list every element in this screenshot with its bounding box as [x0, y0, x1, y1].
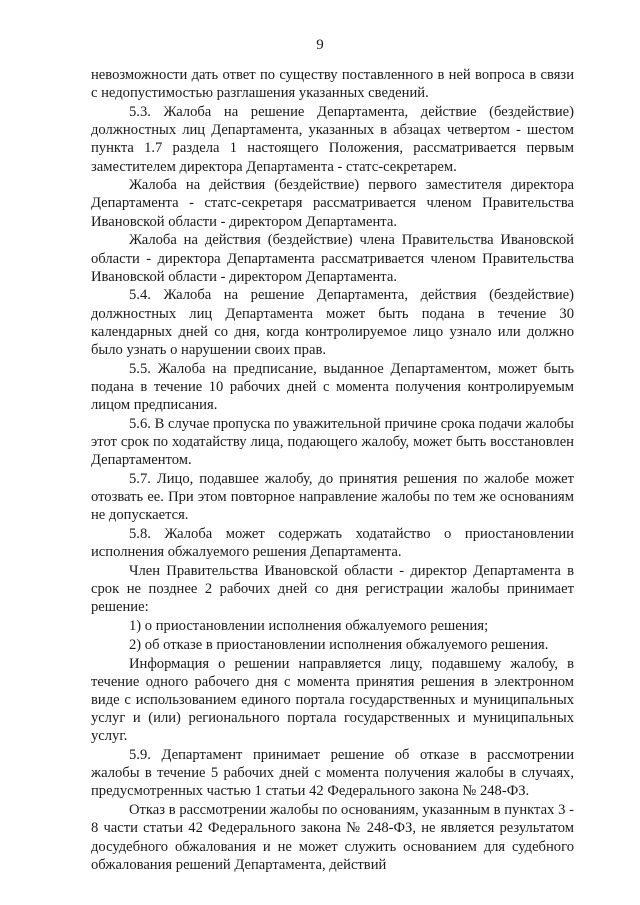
paragraph-complaint-government-member: Жалоба на действия (бездействие) члена Правительства Ивановской области - директора Департамента рассматривается членом Правительства Ивановской области - директором Департамента. — [91, 232, 574, 285]
paragraph-continuation: невозможности дать ответ по существу поставленного в ней вопроса в связи с недопустимостью разглашения указанных сведений. — [91, 67, 574, 102]
paragraph-decision-info: Информация о решении направляется лицу, подавшему жалобу, в течение одного рабочего дня с момента принятия решения в электронном виде с использованием единого портала государственных и муниципальных услуг и (или) регионального портала государственных и муниципальных услуг. — [91, 655, 574, 745]
paragraph-complaint-first-deputy: Жалоба на действия (бездействие) первого заместителя директора Департамента - статс-секретаря рассматривается членом Правительства Ивановской области - директором Департамента. — [91, 177, 574, 230]
document-body — [91, 66, 574, 874]
paragraph-option-1: 1) о приостановлении исполнения обжалуемого решения; — [129, 618, 489, 635]
paragraph-5-9: 5.9. Департамент принимает решение об отказе в рассмотрении жалобы в течение 5 рабочих дней с момента получения жалобы в случаях, предусмотренных частью 1 статьи 42 Федерального закона № 248-ФЗ. — [91, 747, 574, 800]
paragraph-5-8: 5.8. Жалоба может содержать ходатайство о приостановлении исполнения обжалуемого решения Департамента. — [91, 526, 574, 561]
paragraph-5-7: 5.7. Лицо, подавшее жалобу, до принятия решения по жалобе может отозвать ее. При этом повторное направление жалобы по тем же основаниям не допускается. — [91, 470, 574, 524]
paragraph-refusal: Отказ в рассмотрении жалобы по основаниям, указанным в пунктах 3 - 8 части статьи 42 Федерального закона № 248-ФЗ, не является результатом досудебного обжалования и не может служить основанием для судебного обжалования решений Департамента, действий — [91, 802, 574, 873]
paragraph-option-2: 2) об отказе в приостановлении исполнения обжалуемого решения. — [129, 636, 549, 653]
paragraph-5-4: 5.4. Жалоба на решение Департамента, действия (бездействие) должностных лиц Департамента может быть подана в течение 30 календарных дней со дня, когда контролируемое лицо узнало или должно было узнать о нарушении своих прав. — [91, 287, 574, 359]
paragraph-director-decision: Член Правительства Ивановской области - директор Департамента в срок не позднее 2 рабочих дней со дня регистрации жалобы принимает решение: — [91, 562, 574, 616]
paragraph-5-3: 5.3. Жалоба на решение Департамента, действие (бездействие) должностных лиц Департамента, указанных в абзацах четвертом - шестом пункта 1.7 раздела 1 настоящего Положения, рассматривается первым заместителем директора Департамента - статс-секретарем. — [91, 103, 574, 175]
page-number: 9 — [316, 37, 324, 53]
paragraph-5-5: 5.5. Жалоба на предписание, выданное Департаментом, может быть подана в течение 10 рабочих дней с момента получения контролируемым лицом предписания. — [91, 360, 574, 414]
paragraph-5-6: 5.6. В случае пропуска по уважительной причине срока подачи жалобы этот срок по ходатайству лица, подающего жалобу, может быть восстановлен Департаментом. — [91, 415, 574, 469]
